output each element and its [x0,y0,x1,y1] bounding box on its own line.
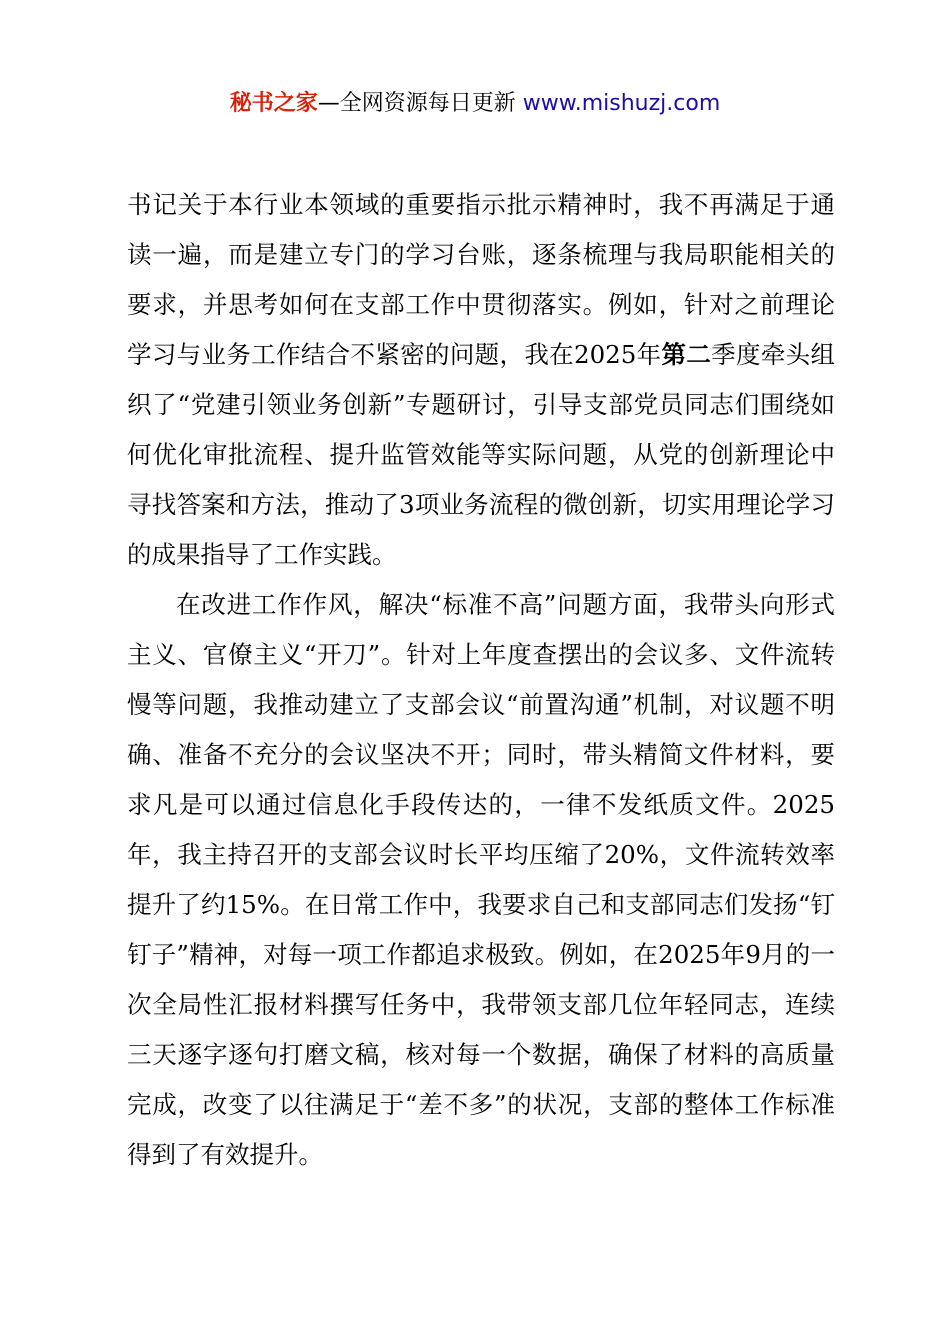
page-header [0,88,950,120]
paragraph-work-style: 在改进工作作风，解决“标准不高”问题方面，我带头向形式主义、官僚主义“开刀”。针对上年度查摆出的会议多、文件流转慢等问题，我推动建立了支部会议“前置沟通”机制，对议题不明确、准备不充分的会议坚决不开；同时，带头精简文件材料，要求凡是可以通过信息化手段传达的，一律不发纸质文件。2025年，我主持召开的支部会议时长平均压缩了20%，文件流转效率提升了约15%。在日常工作中，我要求自己和支部同志们发扬“钉钉子”精神，对每一项工作都追求极致。例如，在2025年9月的一次全局性汇报材料撰写任务中，我带领支部几位年轻同志，连续三天逐字逐句打磨文稿，核对每一个数据，确保了材料的高质量完成，改变了以往满足于“差不多”的状况，支部的整体工作标准得到了有效提升。 [127,590,835,1169]
header-tagline: —全网资源每日更新 [317,91,523,116]
paragraph-1-bold-text: 第二 [661,340,712,369]
paragraph-theory-study [127,180,835,580]
paragraph-1-text-a: 书记关于本行业本领域的重要指示批示精神时，我不再满足于通读一遍，而是建立专门的学习台账，逐条梳理与我局职能相关的要求，并思考如何在支部工作中贯彻落实。例如，针对之前理论学习与业务工作结合不紧密的问题，我在2025年 [127,190,835,369]
paragraph-1-text-b: 季度牵头组织了“党建引领业务创新”专题研讨，引导支部党员同志们围绕如何优化审批流程、提升监管效能等实际问题，从党的创新理论中寻找答案和方法，推动了3项业务流程的微创新，切实用理论学习的成果指导了工作实践。 [127,340,836,569]
document-body [127,180,835,1180]
brand-name: 秘书之家 [229,91,318,116]
website-link[interactable]: www.mishuzj.com [522,91,721,116]
